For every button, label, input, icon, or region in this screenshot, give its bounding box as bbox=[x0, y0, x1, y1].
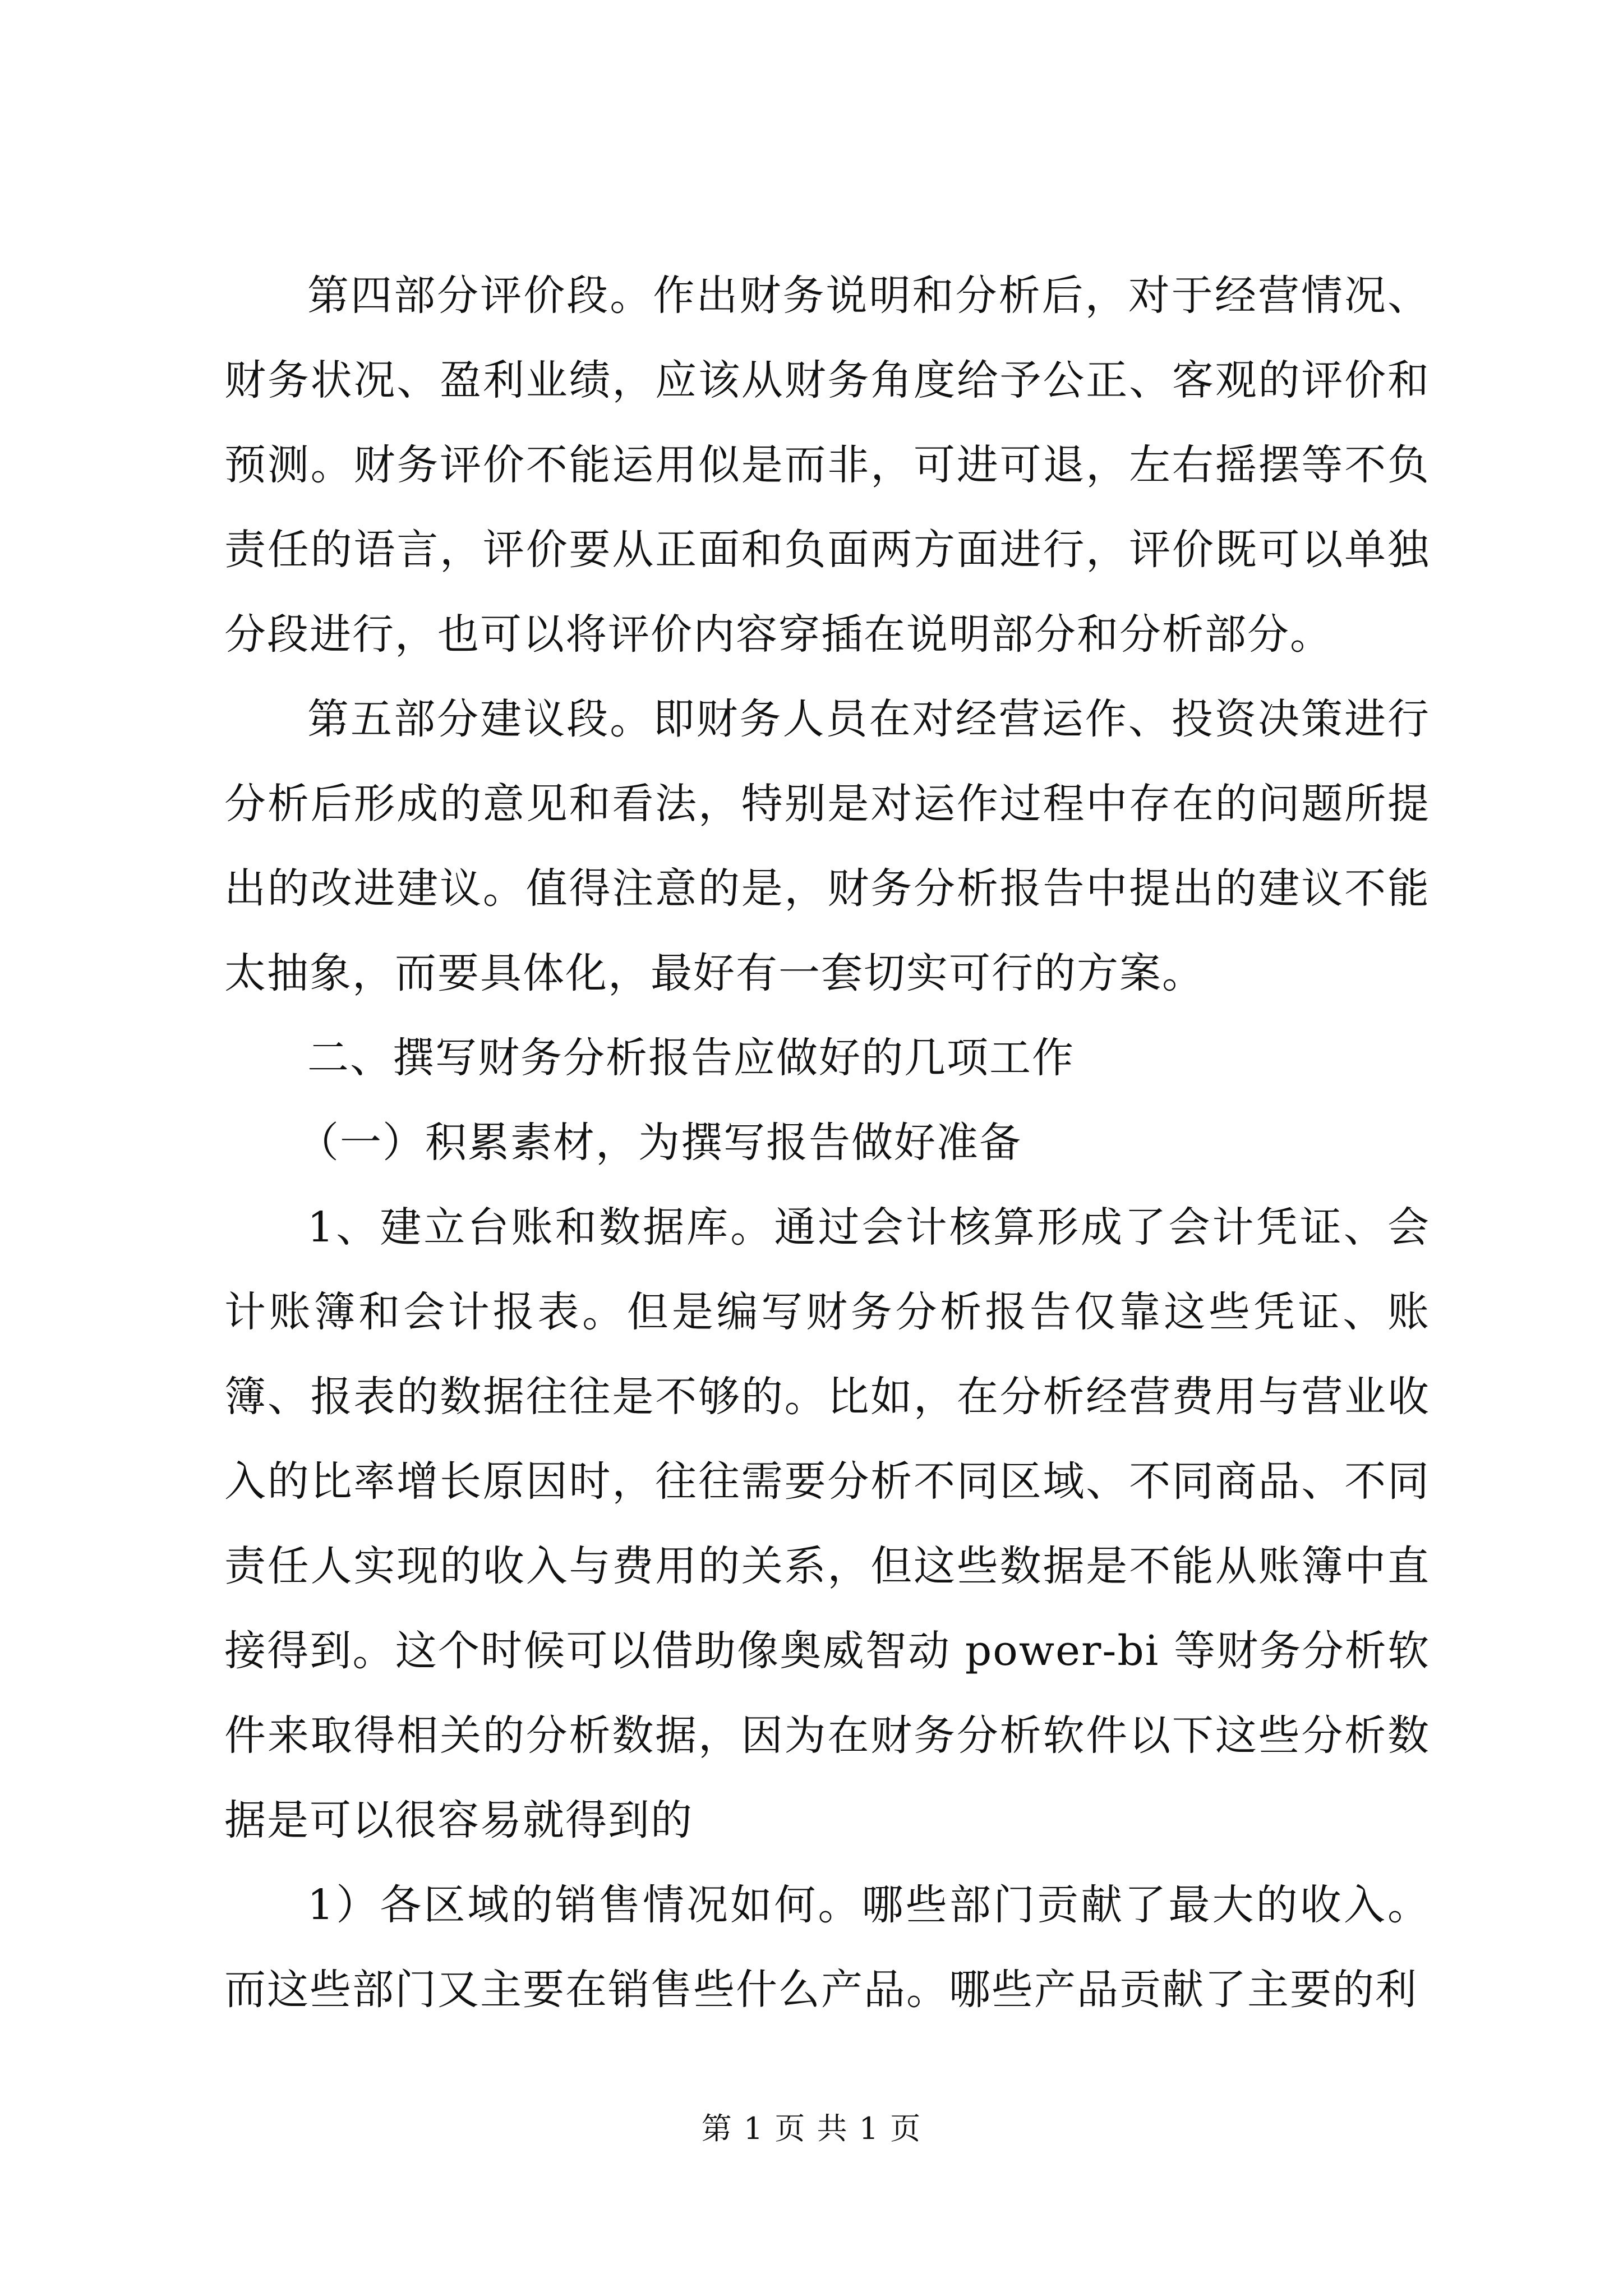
document-body bbox=[224, 254, 1430, 2032]
paragraph-suggestion-section: 第五部分建议段。即财务人员在对经营运作、投资决策进行分析后形成的意见和看法，特别是对运作过程中存在的问题所提出的改进建议。值得注意的是，财务分析报告中提出的建议不能太抽象，而要具体化，最好有一套切实可行的方案。 bbox=[224, 695, 1430, 997]
section-heading: 二、撰写财务分析报告应做好的几项工作 bbox=[307, 1034, 1075, 1082]
page-footer: 第 1 页 共 1 页 bbox=[701, 2111, 922, 2146]
subsection-heading: （一）积累素材，为撰写报告做好准备 bbox=[297, 1119, 1022, 1167]
paragraph-regional-sales: 1）各区域的销售情况如何。哪些部门贡献了最大的收入。而这些部门又主要在销售些什么产品。哪些产品贡献了主要的利 bbox=[224, 1881, 1430, 2014]
paragraph-ledger-database: 1、建立台账和数据库。通过会计核算形成了会计凭证、会计账簿和会计报表。但是编写财务分析报告仅靠这些凭证、账簿、报表的数据往往是不够的。比如，在分析经营费用与营业收入的比率增长原因时，往往需要分析不同区域、不同商品、不同责任人实现的收入与费用的关系，但这些数据是不能从账簿中直接得到。这个时候可以借助像奥威智动 power-bi 等财务分析软件来取得相关的分析数据，因为在财务分析软件以下这些分析数据是可以很容易就得到的 bbox=[224, 1203, 1430, 1844]
paragraph-evaluation-section: 第四部分评价段。作出财务说明和分析后，对于经营情况、财务状况、盈利业绩，应该从财务角度给予公正、客观的评价和预测。财务评价不能运用似是而非，可进可退，左右摇摆等不负责任的语言，评价要从正面和负面两方面进行，评价既可以单独分段进行，也可以将评价内容穿插在说明部分和分析部分。 bbox=[224, 272, 1430, 659]
